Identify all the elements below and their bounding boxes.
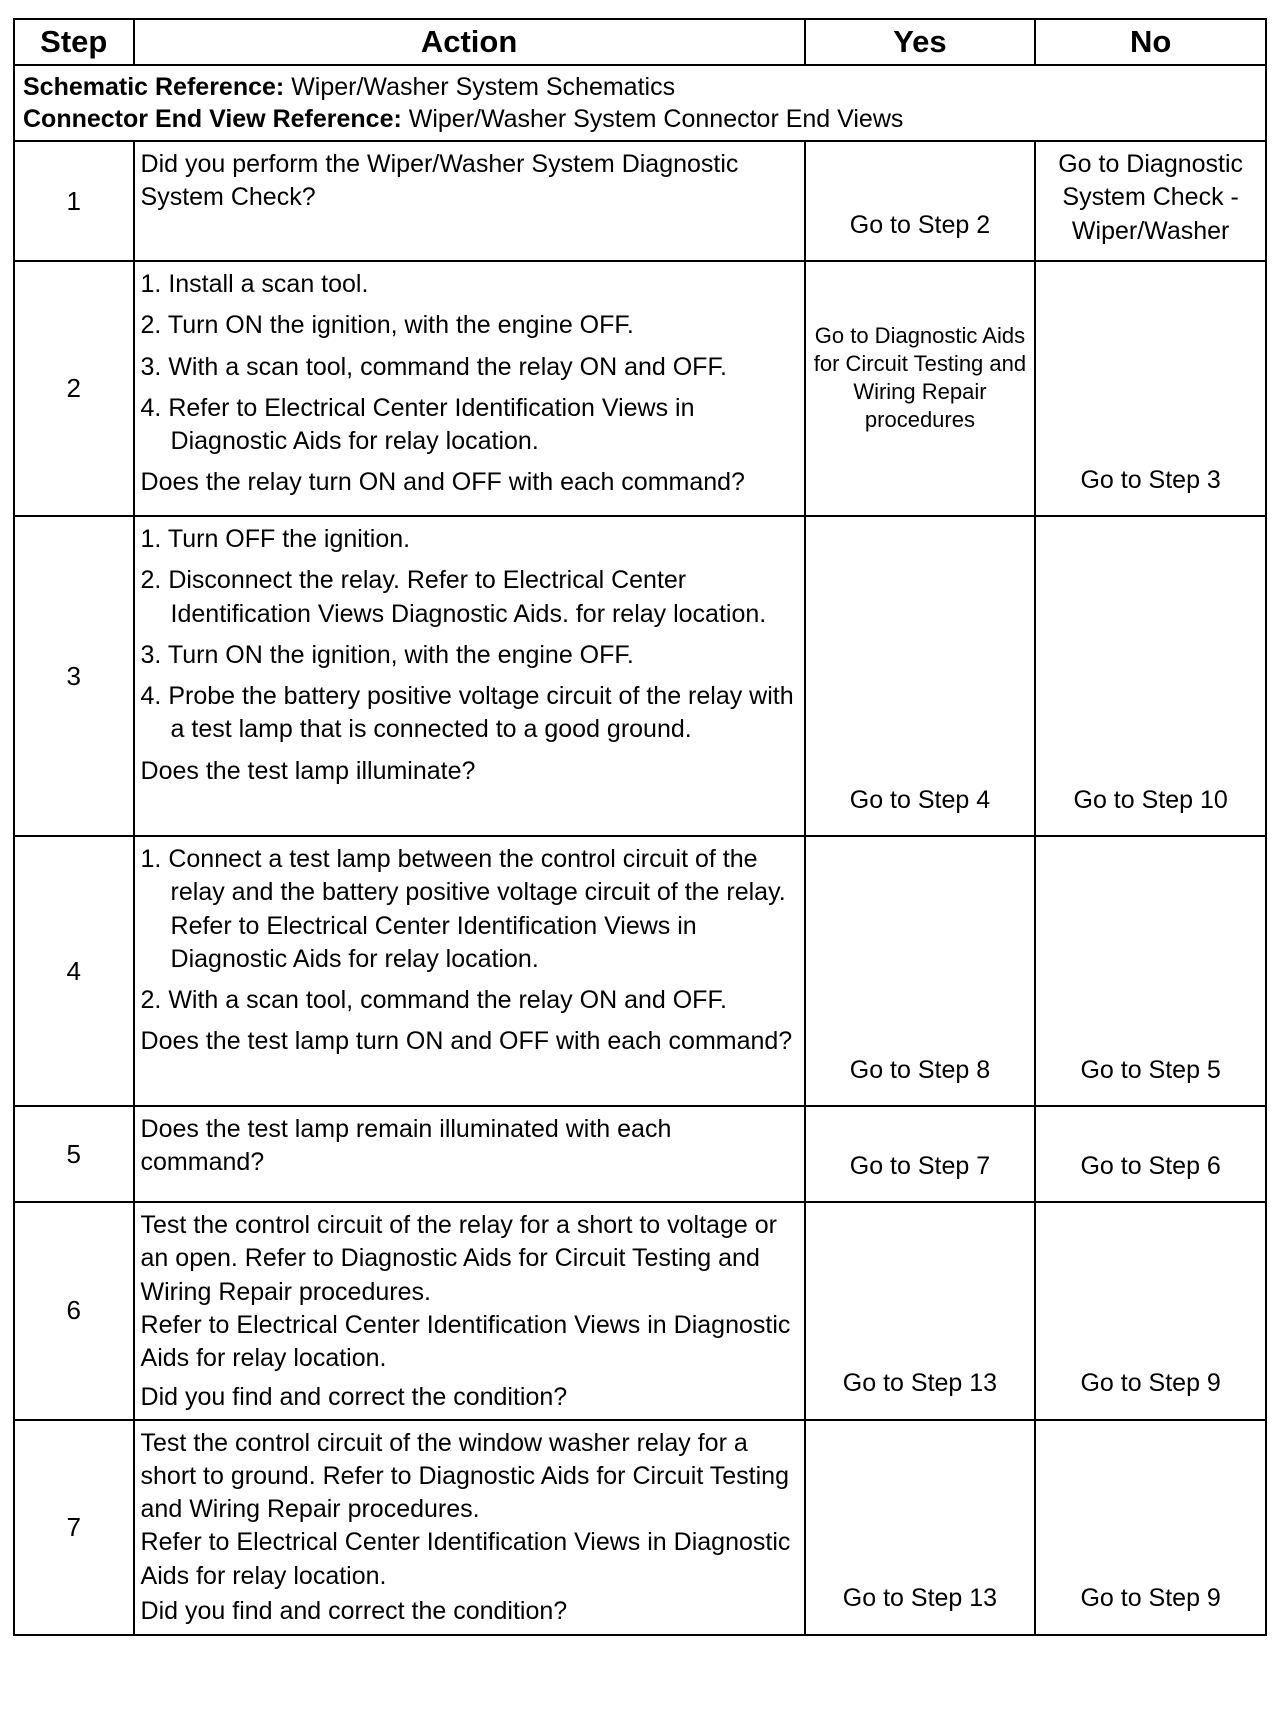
yes-cell: Go to Step 13: [805, 1420, 1036, 1635]
schematic-reference-value: Wiper/Washer System Schematics: [291, 72, 676, 101]
header-step: Step: [14, 19, 134, 65]
table-row: [14, 141, 1266, 261]
header-row: [14, 19, 1266, 65]
action-list: [141, 523, 798, 747]
step-number: 6: [14, 1202, 134, 1420]
table-row: [14, 1202, 1266, 1420]
yes-cell: Go to Step 8: [805, 836, 1036, 1106]
action-cell: [134, 1420, 805, 1635]
yes-cell: Go to Step 2: [805, 141, 1036, 261]
action-item: 3. Turn ON the ignition, with the engine OFF.: [140, 640, 634, 669]
action-cell: [134, 141, 805, 261]
yes-cell: Go to Step 13: [805, 1202, 1036, 1420]
step-number: 1: [14, 141, 134, 261]
action-item: 1. Turn OFF the ignition.: [140, 525, 411, 553]
step-number: 3: [14, 516, 134, 836]
schematic-reference-label: Schematic Reference:: [23, 72, 285, 101]
action-text: Test the control circuit of the relay for a short to voltage or an open. Refer to Diagnostic Aids for Circuit Testing and Wiring Repair procedures.: [140, 1211, 777, 1306]
yes-cell: Go to Step 4: [805, 516, 1036, 836]
header-action: Action: [134, 19, 805, 65]
yes-cell: Go to Diagnostic Aids for Circuit Testing and Wiring Repair procedures: [805, 261, 1036, 516]
action-question: Did you find and correct the condition?: [140, 1383, 568, 1412]
action-question: Does the test lamp remain illuminated with each command?: [140, 1115, 672, 1177]
no-cell: Go to Step 10: [1035, 516, 1266, 836]
connector-reference-value: Wiper/Washer System Connector End Views: [408, 105, 904, 133]
action-cell: [134, 516, 805, 836]
action-item: 2. With a scan tool, command the relay ON and OFF.: [140, 986, 727, 1014]
action-item: 3. With a scan tool, command the relay ON and OFF.: [140, 352, 727, 381]
table-row: [14, 261, 1266, 516]
header-no: No: [1035, 19, 1266, 65]
action-cell: [134, 261, 805, 516]
no-cell: Go to Step 3: [1035, 261, 1266, 516]
action-item: 4. Refer to Electrical Center Identification Views in Diagnostic Aids for relay location.: [140, 393, 695, 455]
action-list: [141, 843, 798, 1017]
connector-reference: [23, 103, 1257, 136]
action-text: Refer to Electrical Center Identification Views in Diagnostic Aids for relay location.: [140, 1310, 791, 1372]
action-text: Test the control circuit of the window washer relay for a short to ground. Refer to Diagnostic Aids for Circuit Testing and Wiring Repair procedures.: [140, 1428, 789, 1523]
no-cell: Go to Step 6: [1035, 1106, 1266, 1202]
step-number: 7: [14, 1420, 134, 1635]
diagnostic-table-page: [13, 18, 1267, 1718]
no-cell: Go to Step 9: [1035, 1202, 1266, 1420]
step-number: 4: [14, 836, 134, 1106]
reference-cell: [14, 65, 1266, 141]
schematic-reference: [23, 71, 1257, 104]
no-cell: Go to Diagnostic System Check - Wiper/Washer: [1035, 141, 1266, 261]
action-cell: [134, 1202, 805, 1420]
action-question: Does the test lamp illuminate?: [140, 756, 476, 785]
connector-reference-label: Connector End View Reference:: [23, 105, 402, 133]
action-question: Does the relay turn ON and OFF with each command?: [140, 468, 745, 497]
action-item: 4. Probe the battery positive voltage circuit of the relay with a test lamp that is connected to a good ground.: [140, 682, 794, 744]
action-question: Does the test lamp turn ON and OFF with each command?: [140, 1027, 793, 1056]
action-question: Did you find and correct the condition?: [140, 1596, 568, 1625]
table-row: [14, 1420, 1266, 1635]
table-row: [14, 1106, 1266, 1202]
yes-cell: Go to Step 7: [805, 1106, 1036, 1202]
step-number: 2: [14, 261, 134, 516]
action-text: Refer to Electrical Center Identification Views in Diagnostic Aids for relay location.: [140, 1528, 791, 1590]
step-number: 5: [14, 1106, 134, 1202]
action-item: 1. Connect a test lamp between the control circuit of the relay and the battery positive voltage circuit of the relay. Refer to Electrical Center Identification Views in Diagnostic Aids for relay location.: [140, 845, 786, 973]
header-yes: Yes: [805, 19, 1036, 65]
no-cell: Go to Step 5: [1035, 836, 1266, 1106]
action-cell: [134, 836, 805, 1106]
action-item: 2. Turn ON the ignition, with the engine OFF.: [140, 311, 634, 340]
diagnostic-table: [13, 18, 1267, 1636]
table-row: [14, 516, 1266, 836]
action-item: 1. Install a scan tool.: [140, 270, 369, 298]
reference-row: [14, 65, 1266, 141]
action-cell: [134, 1106, 805, 1202]
action-question: Did you perform the Wiper/Washer System Diagnostic System Check?: [140, 150, 739, 212]
no-cell: Go to Step 9: [1035, 1420, 1266, 1635]
table-row: [14, 836, 1266, 1106]
action-item: 2. Disconnect the relay. Refer to Electrical Center Identification Views Diagnostic Aids. for relay location.: [140, 566, 767, 628]
action-list: [141, 268, 798, 458]
